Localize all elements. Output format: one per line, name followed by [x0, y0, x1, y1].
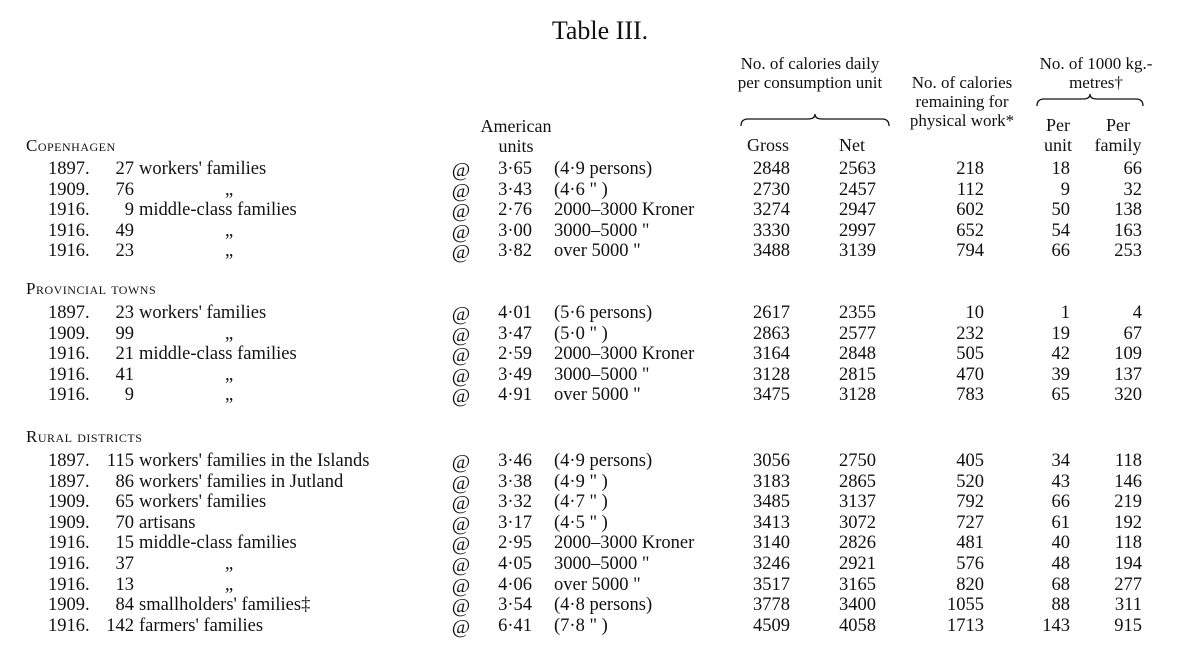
cell-gross: 3274	[753, 200, 790, 221]
cell-at: @	[451, 241, 471, 264]
cell-year: 1909.	[48, 512, 90, 533]
cell-desc: „	[225, 323, 234, 344]
cell-at: @	[451, 303, 471, 325]
cell-net: 2826	[839, 533, 876, 554]
cell-units: 4·05	[498, 554, 532, 574]
header-american-units: American units	[480, 116, 552, 156]
cell-pu: 68	[1051, 574, 1070, 595]
cell-rem: 112	[956, 179, 984, 200]
cell-rem: 783	[956, 385, 984, 406]
cell-desc: artisans	[139, 512, 196, 533]
cell-pf: 163	[1114, 220, 1142, 241]
cell-pf: 194	[1114, 554, 1142, 574]
cell-at: @	[451, 595, 471, 618]
cell-units: 3·54	[498, 595, 532, 616]
cell-desc: workers' families	[139, 492, 267, 513]
cell-pu: 43	[1051, 471, 1070, 492]
cell-desc: workers' families in Jutland	[139, 471, 344, 492]
cell-num: 37	[115, 554, 134, 574]
cell-pu: 40	[1051, 533, 1070, 554]
cell-units: 3·46	[498, 451, 532, 471]
cell-units: 4·91	[498, 385, 532, 406]
cell-pf: 109	[1114, 344, 1142, 365]
cell-gross: 2617	[753, 303, 790, 323]
header-per-unit: Per unit	[1043, 115, 1072, 155]
cell-rem: 652	[956, 220, 984, 241]
cell-gross: 3140	[753, 533, 790, 554]
cell-pu: 65	[1051, 385, 1070, 406]
cell-extra: 2000–3000 Kroner	[554, 344, 695, 365]
cell-units: 3·17	[498, 512, 532, 533]
cell-net: 3072	[839, 512, 876, 533]
cell-extra: (4·9 persons)	[554, 451, 653, 471]
cell-year: 1909.	[48, 595, 90, 616]
cell-pf: 137	[1114, 364, 1142, 385]
kgm-brace	[1036, 94, 1144, 108]
cell-extra: (4·7 " )	[554, 492, 608, 513]
cell-year: 1909.	[48, 179, 90, 200]
cell-num: 142	[106, 615, 134, 636]
cell-gross: 3128	[753, 364, 790, 385]
cell-at: @	[451, 574, 471, 597]
cell-at: @	[451, 220, 471, 243]
cell-pu: 66	[1051, 492, 1070, 513]
cell-extra: (4·9 " )	[554, 471, 608, 492]
cell-rem: 1055	[947, 595, 984, 616]
cell-gross: 3056	[753, 451, 790, 471]
cell-gross: 3413	[753, 512, 790, 533]
cell-pu: 54	[1051, 220, 1070, 241]
cell-rem: 602	[956, 200, 984, 221]
cell-pu: 88	[1051, 595, 1070, 616]
cell-units: 3·65	[498, 159, 532, 179]
cell-rem: 10	[965, 303, 984, 323]
cell-pu: 48	[1051, 554, 1070, 574]
header-net: Net	[839, 135, 865, 155]
cell-desc: workers' families	[139, 303, 267, 323]
cell-desc: „	[225, 179, 234, 200]
cell-extra: 2000–3000 Kroner	[554, 200, 695, 221]
cell-net: 2577	[839, 323, 876, 344]
cell-desc: „	[225, 220, 234, 241]
cell-gross: 2730	[753, 179, 790, 200]
cell-num: 49	[115, 220, 134, 241]
cell-pf: 32	[1123, 179, 1142, 200]
cell-pf: 219	[1114, 492, 1142, 513]
cell-rem: 505	[956, 344, 984, 365]
cell-year: 1897.	[48, 451, 90, 471]
cell-pu: 66	[1051, 241, 1070, 262]
cell-extra: (4·9 persons)	[554, 159, 653, 179]
cell-units: 4·01	[498, 303, 532, 323]
cell-extra: (7·8 " )	[554, 615, 608, 636]
cell-year: 1916.	[48, 385, 90, 406]
cell-num: 41	[115, 364, 134, 385]
cell-pu: 18	[1051, 159, 1070, 179]
cell-desc: middle-class families	[139, 344, 297, 365]
cell-desc: „	[225, 554, 234, 574]
cell-year: 1897.	[48, 159, 90, 179]
cell-rem: 727	[956, 512, 984, 533]
cell-num: 115	[106, 451, 134, 471]
cell-pu: 1	[1060, 303, 1070, 323]
cell-at: @	[451, 554, 471, 576]
cell-pf: 66	[1123, 159, 1142, 179]
cell-at: @	[451, 200, 471, 223]
cell-num: 27	[115, 159, 134, 179]
cell-net: 3139	[839, 241, 876, 262]
cell-desc: „	[225, 241, 234, 262]
cell-net: 3137	[839, 492, 876, 513]
cell-rem: 470	[956, 364, 984, 385]
cell-num: 23	[115, 241, 134, 262]
cell-units: 3·32	[498, 492, 532, 513]
cell-pf: 253	[1114, 241, 1142, 262]
cell-units: 4·06	[498, 574, 532, 595]
cell-pu: 42	[1051, 344, 1070, 365]
cell-pu: 143	[1042, 615, 1070, 636]
cell-rem: 232	[956, 323, 984, 344]
cell-num: 9	[124, 385, 134, 406]
cell-net: 2947	[839, 200, 876, 221]
cell-num: 86	[115, 471, 134, 492]
cell-pf: 192	[1114, 512, 1142, 533]
cell-extra: 3000–5000 "	[554, 364, 650, 385]
cell-extra: (5·0 " )	[554, 323, 608, 344]
header-kgm-group: No. of 1000 kg.-metres†	[1039, 54, 1153, 92]
cell-gross: 4509	[753, 615, 790, 636]
cell-at: @	[451, 492, 471, 515]
cell-net: 2750	[839, 451, 876, 471]
cell-units: 3·49	[498, 364, 532, 385]
section-label-rural-districts: Rural districts	[26, 427, 143, 446]
section-label-provincial-towns: Provincial towns	[26, 279, 157, 298]
cell-at: @	[451, 364, 471, 387]
cell-num: 9	[124, 200, 134, 221]
cell-at: @	[451, 344, 471, 367]
cell-gross: 3485	[753, 492, 790, 513]
cell-num: 15	[115, 533, 134, 554]
cell-rem: 405	[956, 451, 984, 471]
cell-num: 76	[115, 179, 134, 200]
cell-year: 1916.	[48, 533, 90, 554]
cell-net: 3165	[839, 574, 876, 595]
cell-pf: 320	[1114, 385, 1142, 406]
cell-extra: over 5000 "	[554, 574, 641, 595]
cell-units: 3·82	[498, 241, 532, 262]
cell-rem: 1713	[947, 615, 984, 636]
cell-pu: 19	[1051, 323, 1070, 344]
section-label-copenhagen: Copenhagen	[26, 136, 116, 155]
cell-num: 21	[115, 344, 134, 365]
cell-pf: 138	[1114, 200, 1142, 221]
cell-net: 4058	[839, 615, 876, 636]
cell-gross: 3778	[753, 595, 790, 616]
cell-net: 2457	[839, 179, 876, 200]
cell-desc: „	[225, 385, 234, 406]
cell-net: 2865	[839, 471, 876, 492]
cell-num: 65	[115, 492, 134, 513]
cell-extra: (5·6 persons)	[554, 303, 653, 323]
cell-gross: 3164	[753, 344, 790, 365]
cell-at: @	[451, 159, 471, 181]
cell-num: 13	[115, 574, 134, 595]
cell-units: 3·43	[498, 179, 532, 200]
cell-units: 3·47	[498, 323, 532, 344]
cell-pu: 34	[1051, 451, 1070, 471]
header-calories-group: No. of calories daily per consumption unit	[737, 54, 883, 92]
cell-year: 1916.	[48, 554, 90, 574]
cell-rem: 218	[956, 159, 984, 179]
cell-pf: 915	[1114, 615, 1142, 636]
cell-pf: 311	[1114, 595, 1142, 616]
cell-pf: 277	[1114, 574, 1142, 595]
cell-desc: smallholders' families‡	[139, 595, 311, 616]
cell-rem: 481	[956, 533, 984, 554]
cell-units: 3·00	[498, 220, 532, 241]
cell-desc: middle-class families	[139, 533, 297, 554]
cell-year: 1897.	[48, 471, 90, 492]
cell-year: 1916.	[48, 364, 90, 385]
cell-year: 1897.	[48, 303, 90, 323]
cell-units: 3·38	[498, 471, 532, 492]
cell-pu: 39	[1051, 364, 1070, 385]
cell-net: 2848	[839, 344, 876, 365]
cell-gross: 3488	[753, 241, 790, 262]
cell-extra: 3000–5000 "	[554, 554, 650, 574]
cell-year: 1916.	[48, 241, 90, 262]
cell-units: 2·95	[498, 533, 532, 554]
cell-at: @	[451, 385, 471, 408]
cell-desc: „	[225, 364, 234, 385]
cell-pf: 146	[1114, 471, 1142, 492]
cell-extra: (4·5 " )	[554, 512, 608, 533]
cell-at: @	[451, 533, 471, 556]
cell-at: @	[451, 323, 471, 346]
cell-desc: workers' families	[139, 159, 267, 179]
cell-net: 2815	[839, 364, 876, 385]
cell-net: 2921	[839, 554, 876, 574]
cell-at: @	[451, 451, 471, 473]
cell-pu: 9	[1060, 179, 1070, 200]
cell-year: 1916.	[48, 344, 90, 365]
cell-year: 1916.	[48, 615, 90, 636]
cell-num: 70	[115, 512, 134, 533]
cell-pf: 118	[1114, 451, 1142, 471]
cell-extra: 2000–3000 Kroner	[554, 533, 695, 554]
cell-year: 1909.	[48, 323, 90, 344]
cell-num: 84	[115, 595, 134, 616]
cell-units: 2·59	[498, 344, 532, 365]
cell-gross: 3246	[753, 554, 790, 574]
table-title: Table III.	[551, 16, 649, 45]
cell-units: 6·41	[498, 615, 532, 636]
cell-extra: 3000–5000 "	[554, 220, 650, 241]
header-per-family: Per family	[1094, 115, 1142, 155]
cell-net: 2355	[839, 303, 876, 323]
header-gross: Gross	[746, 135, 789, 155]
cell-num: 99	[115, 323, 134, 344]
cell-at: @	[451, 615, 471, 638]
cell-gross: 3475	[753, 385, 790, 406]
cell-gross: 3330	[753, 220, 790, 241]
cell-pu: 61	[1051, 512, 1070, 533]
cell-units: 2·76	[498, 200, 532, 221]
cell-pf: 67	[1123, 323, 1142, 344]
cell-pu: 50	[1051, 200, 1070, 221]
cell-net: 2997	[839, 220, 876, 241]
cell-desc: „	[225, 574, 234, 595]
cell-gross: 3183	[753, 471, 790, 492]
cell-year: 1916.	[48, 200, 90, 221]
cell-at: @	[451, 179, 471, 202]
cell-year: 1916.	[48, 574, 90, 595]
calories-brace	[740, 114, 890, 128]
cell-extra: over 5000 "	[554, 385, 641, 406]
cell-net: 2563	[839, 159, 876, 179]
cell-net: 3128	[839, 385, 876, 406]
cell-extra: (4·8 persons)	[554, 595, 653, 616]
cell-year: 1916.	[48, 220, 90, 241]
cell-at: @	[451, 512, 471, 535]
cell-extra: over 5000 "	[554, 241, 641, 262]
cell-rem: 794	[956, 241, 984, 262]
cell-desc: farmers' families	[139, 615, 264, 636]
cell-rem: 820	[956, 574, 984, 595]
cell-rem: 792	[956, 492, 984, 513]
cell-pf: 118	[1114, 533, 1142, 554]
cell-desc: workers' families in the Islands	[139, 451, 370, 471]
cell-rem: 520	[956, 471, 984, 492]
cell-net: 3400	[839, 595, 876, 616]
cell-gross: 2848	[753, 159, 790, 179]
cell-gross: 3517	[753, 574, 790, 595]
cell-num: 23	[115, 303, 134, 323]
cell-gross: 2863	[753, 323, 790, 344]
cell-at: @	[451, 471, 471, 494]
cell-pf: 4	[1132, 303, 1142, 323]
header-remaining: No. of calories remaining for physical work*	[909, 73, 1015, 130]
cell-desc: middle-class families	[139, 200, 297, 221]
cell-extra: (4·6 " )	[554, 179, 608, 200]
cell-year: 1909.	[48, 492, 90, 513]
cell-rem: 576	[956, 554, 984, 574]
